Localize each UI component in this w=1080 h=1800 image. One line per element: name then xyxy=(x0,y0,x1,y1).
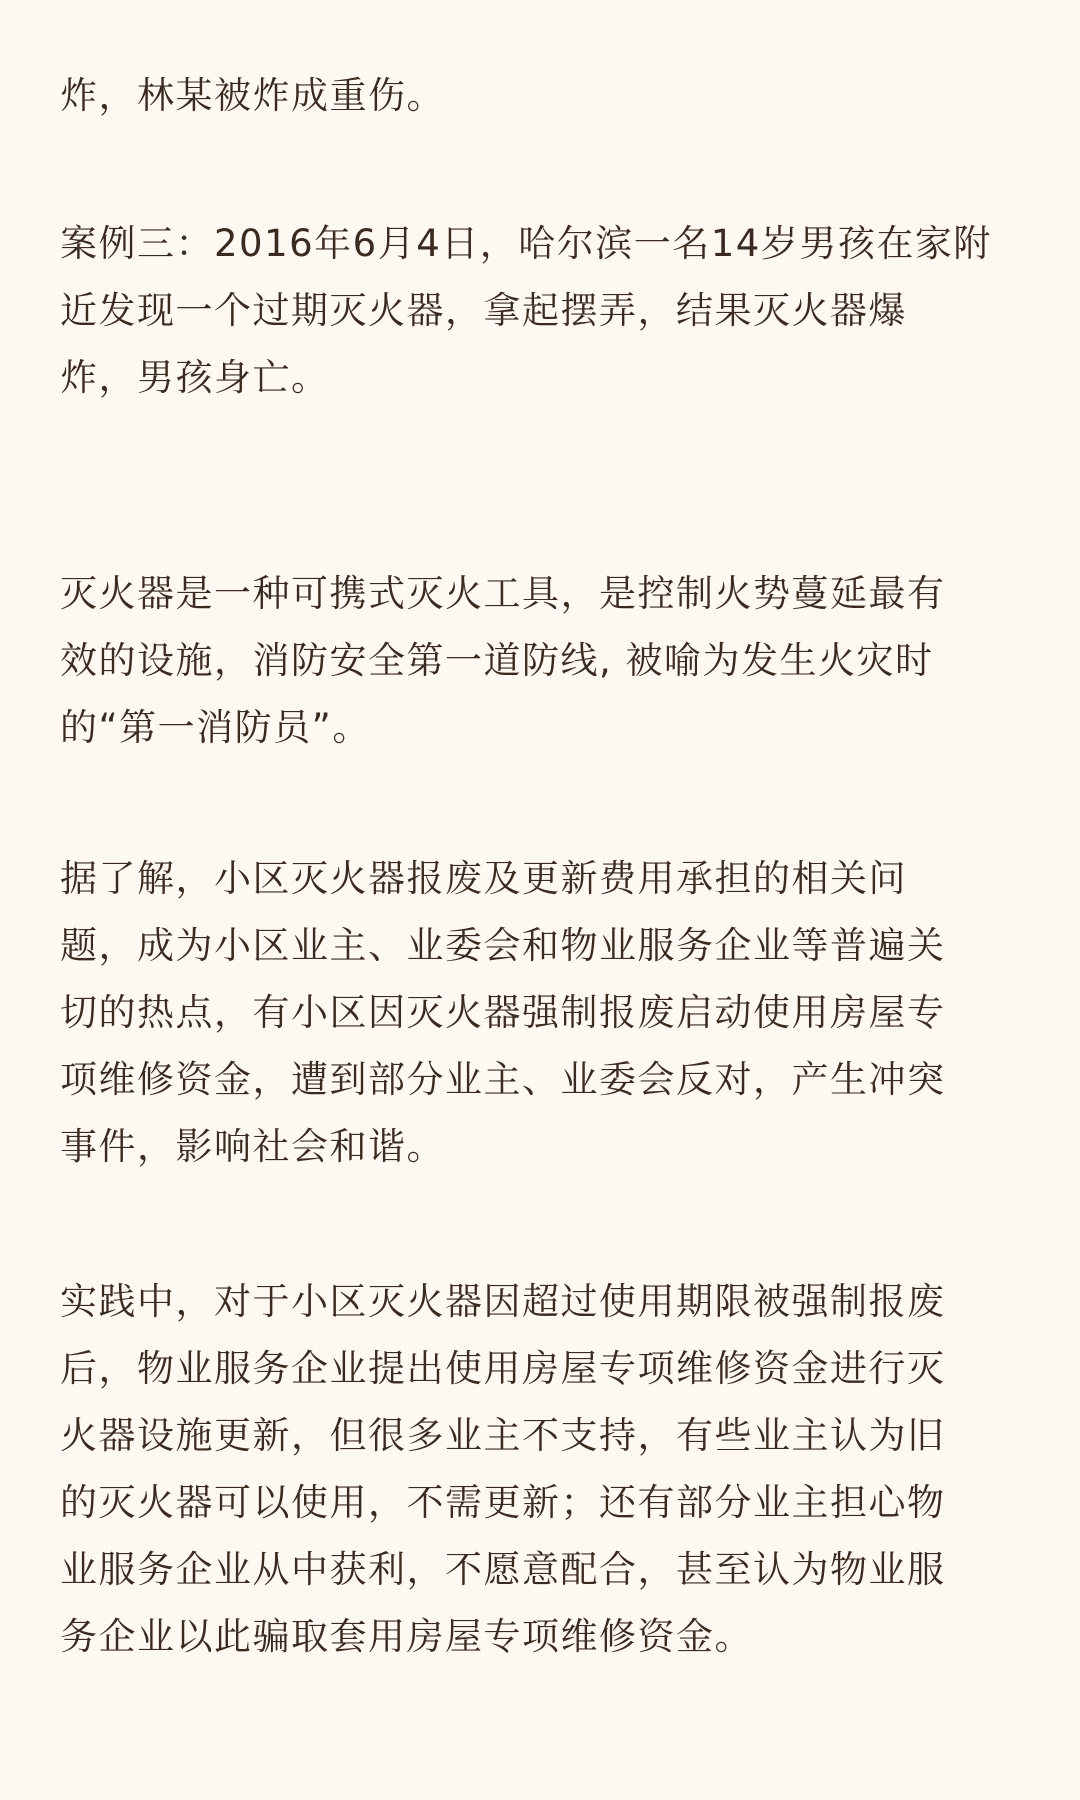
text-line: 事件，影响社会和谐。 xyxy=(60,1125,445,1168)
paragraph-extinguisher-intro xyxy=(60,560,1020,761)
text-line: 炸，林某被炸成重伤。 xyxy=(60,74,445,117)
paragraph-disposal-issue xyxy=(60,845,1020,1180)
paragraph-case-two-ending xyxy=(60,62,1020,129)
text-line: 实践中，对于小区灭火器因超过使用期限被强制报废 xyxy=(60,1280,946,1323)
text-line: 炸，男孩身亡。 xyxy=(60,356,330,399)
paragraph-case-three xyxy=(60,210,1020,411)
text-line: 效的设施，消防安全第一道防线, 被喻为发生火灾时 xyxy=(60,639,934,682)
text-line: 切的热点，有小区因灭火器强制报废启动使用房屋专 xyxy=(60,991,946,1034)
text-line: 业服务企业从中获利，不愿意配合，甚至认为物业服 xyxy=(60,1548,946,1591)
text-line: 务企业以此骗取套用房屋专项维修资金。 xyxy=(60,1615,753,1658)
text-line: 的“第一消防员”。 xyxy=(60,706,371,749)
text-line: 后，物业服务企业提出使用房屋专项维修资金进行灭 xyxy=(60,1347,946,1390)
text-line: 项维修资金，遭到部分业主、业委会反对，产生冲突 xyxy=(60,1058,946,1101)
text-line: 灭火器是一种可携式灭火工具，是控制火势蔓延最有 xyxy=(60,572,946,615)
text-line: 的灭火器可以使用，不需更新；还有部分业主担心物 xyxy=(60,1481,946,1524)
text-line: 近发现一个过期灭火器，拿起摆弄，结果灭火器爆 xyxy=(60,289,907,332)
text-line: 据了解，小区灭火器报废及更新费用承担的相关问 xyxy=(60,857,907,900)
text-line: 案例三：2016年6月4日，哈尔滨一名14岁男孩在家附 xyxy=(60,222,992,265)
paragraph-practice xyxy=(60,1268,1020,1670)
text-line: 题，成为小区业主、业委会和物业服务企业等普遍关 xyxy=(60,924,946,967)
text-line: 火器设施更新，但很多业主不支持，有些业主认为旧 xyxy=(60,1414,946,1457)
